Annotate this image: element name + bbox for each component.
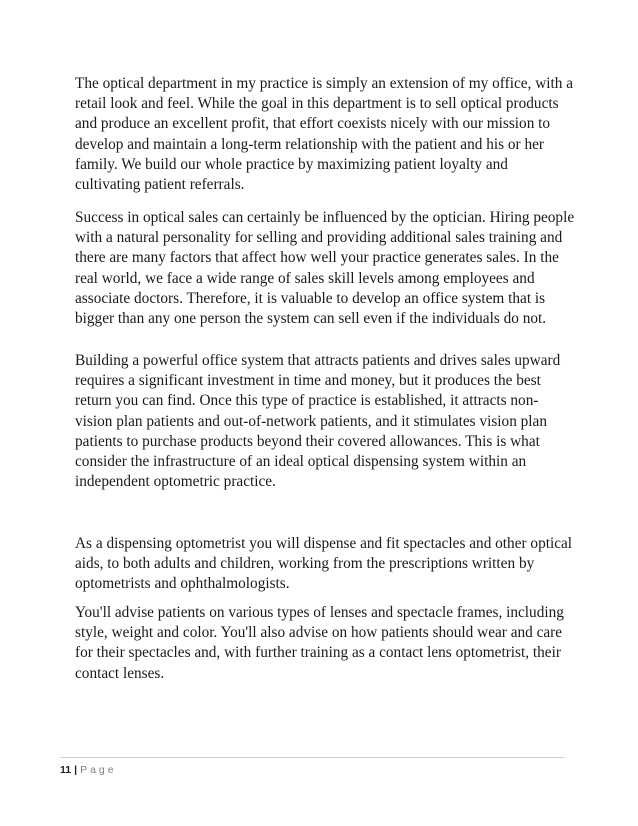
page-number: 11 [60, 764, 72, 776]
footer-separator: | [74, 764, 78, 776]
paragraph-optical-sales: Success in optical sales can certainly be influenced by the optician. Hiring people with a natural personality for selling and providing additional sales training and there are many factors that affect how well your practice generates sales. In the real world, we face a wide range of sales skill levels among employees and associate doctors. Therefore, it is valuable to develop an office system that is bigger than any one person the system can sell even if the individuals do not. [75, 209, 575, 328]
footer-divider [60, 757, 565, 758]
paragraph-office-system: Building a powerful office system that attracts patients and drives sales upward requires a significant investment in time and money, but it produces the best return you can find. Once this type of practice is established, it attracts non-vision plan patients and out-of-network patients, and it stimulates vision plan patients to purchase products beyond their covered allowances. This is what consider the infrastructure of an ideal optical dispensing system within an independent optometric practice. [75, 352, 561, 491]
page-footer [60, 763, 117, 777]
paragraph-dispensing-optometrist: As a dispensing optometrist you will dispense and fit spectacles and other optical aids, to both adults and children, working from the prescriptions written by optometrists and ophthalmologists. [75, 535, 573, 593]
paragraph-advise-patients: You'll advise patients on various types of lenses and spectacle frames, including style, weight and color. You'll also advise on how patients should wear and care for their spectacles and, with further training as a contact lens optometrist, their contact lenses. [75, 604, 564, 682]
paragraph-optical-department: The optical department in my practice is simply an extension of my office, with a retail look and feel. While the goal in this department is to sell optical products and produce an excellent profit, that effort coexists nicely with our mission to develop and maintain a long-term relationship with the patient and his or her family. We build our whole practice by maximizing patient loyalty and cultivating patient referrals. [75, 75, 574, 194]
page-label: Page [80, 764, 117, 776]
